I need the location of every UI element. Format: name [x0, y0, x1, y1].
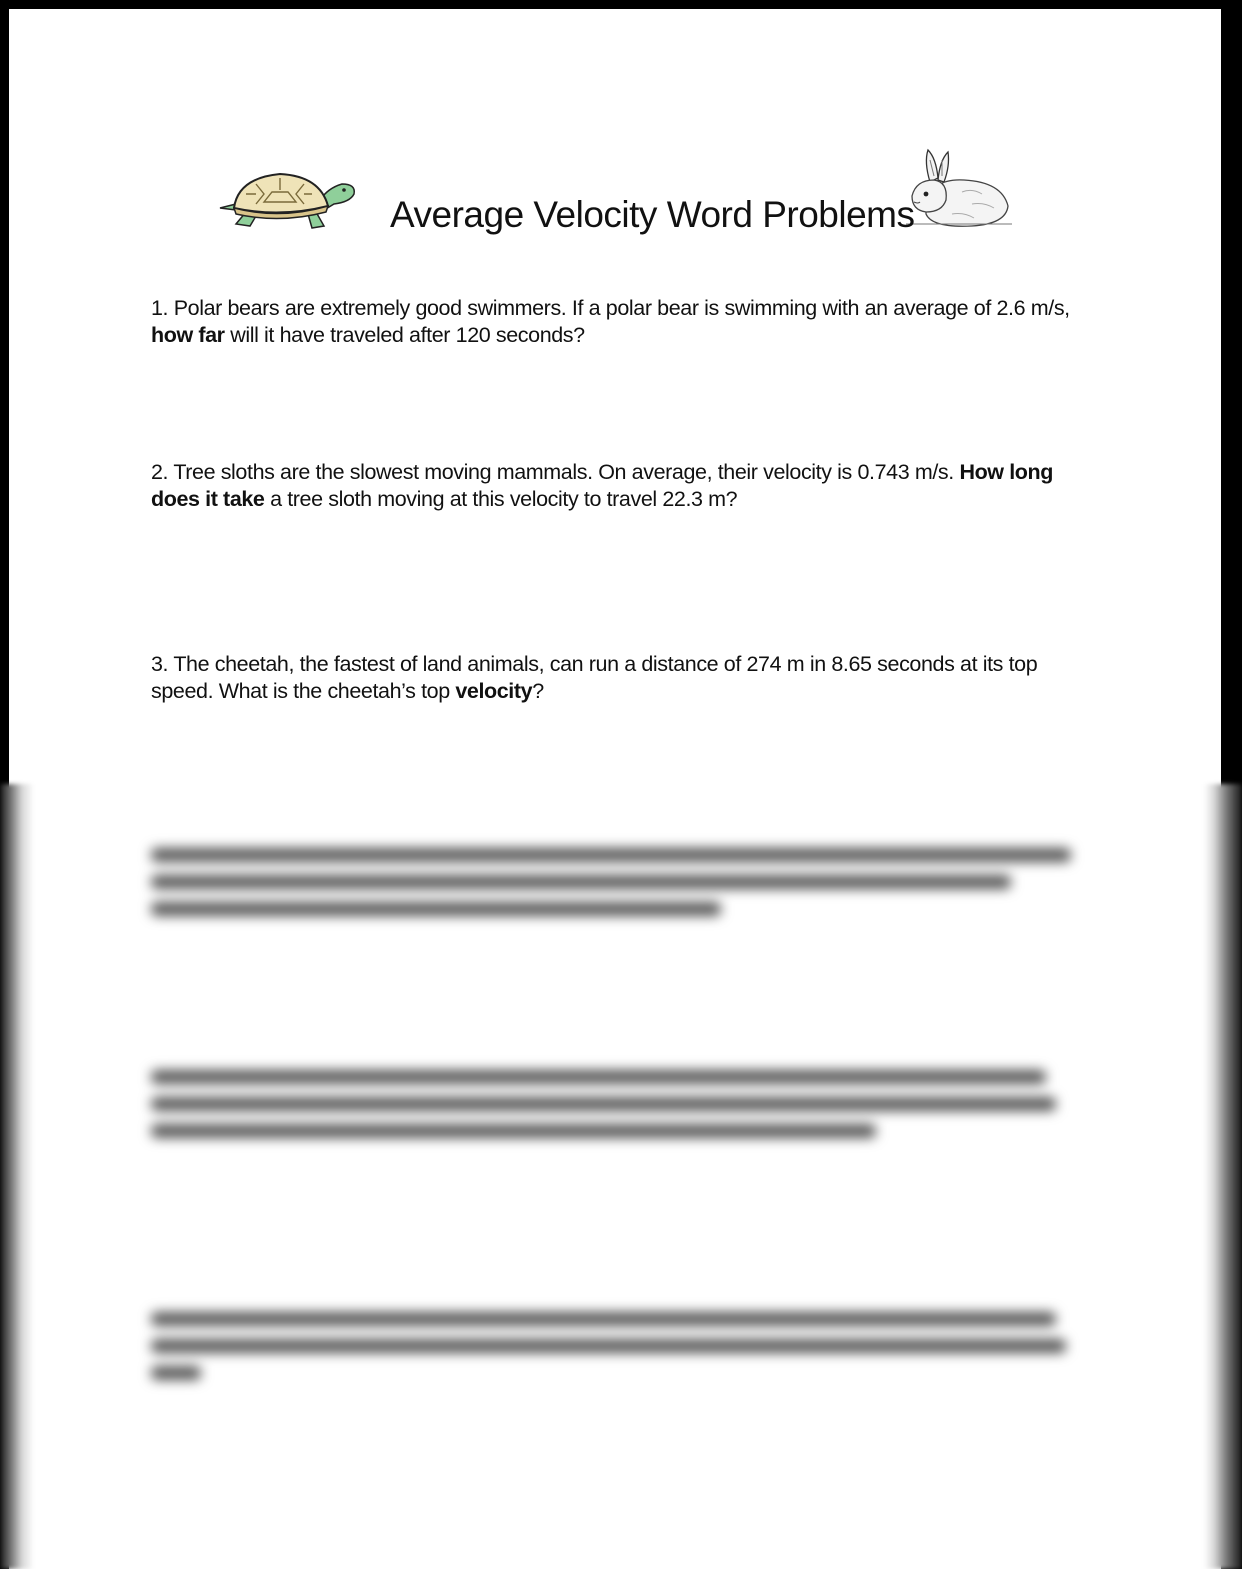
problem-text: The cheetah, the fastest of land animals, can run a distance of 274 m in 8.65 seconds at its top speed. What is the cheetah’s top: [151, 652, 1038, 703]
problem-3: [151, 651, 1086, 705]
problem-text-end: will it have traveled after 120 seconds?: [224, 323, 585, 347]
blurred-problem-6: [151, 1306, 1076, 1386]
rabbit-icon: [902, 148, 1014, 230]
problem-emphasis: how far: [151, 323, 225, 347]
problem-text: Tree sloths are the slowest moving mammals. On average, their velocity is 0.743 m/s.: [168, 460, 960, 484]
problem-2: [151, 459, 1086, 513]
problem-emphasis: How long does it take: [151, 460, 1053, 511]
problem-text: Polar bears are extremely good swimmers. If a polar bear is swimming with an average of 2.6 m/s,: [168, 296, 1070, 320]
blurred-problem-4: [151, 842, 1076, 922]
problem-text-end: a tree sloth moving at this velocity to travel 22.3 m?: [264, 487, 738, 511]
worksheet-title: Average Velocity Word Problems: [390, 194, 915, 235]
problem-text-end: ?: [532, 679, 544, 703]
blurred-problem-5: [151, 1064, 1076, 1144]
problem-number: 2.: [151, 460, 169, 484]
problem-emphasis: velocity: [455, 679, 533, 703]
problem-number: 3.: [151, 652, 169, 676]
problem-1: [151, 295, 1086, 349]
problem-number: 1.: [151, 296, 169, 320]
turtle-icon: [216, 170, 358, 232]
